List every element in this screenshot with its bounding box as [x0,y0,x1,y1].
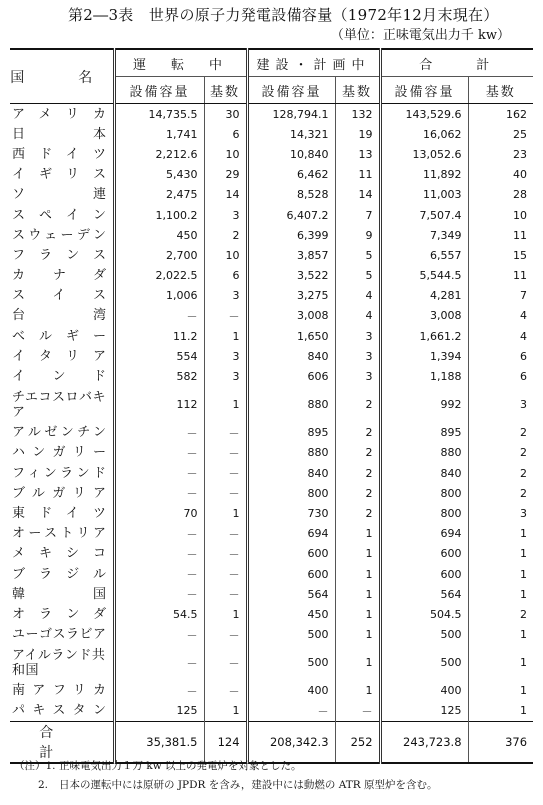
construction-capacity: 880 [247,443,335,463]
operating-count: － [204,443,247,463]
construction-capacity: 800 [247,483,335,503]
country-name: フィンランド [12,465,107,481]
construction-capacity: － [247,701,335,722]
table-row [10,306,533,326]
operating-count: － [204,584,247,604]
construction-count: 4 [335,286,380,306]
operating-count: － [204,463,247,483]
total-count: 4 [468,306,533,326]
construction-count: 1 [335,645,380,681]
table-row [10,604,533,624]
country-name: スイス [12,288,107,304]
note-2-label: 2. [38,779,49,791]
operating-capacity: － [114,463,204,483]
total-capacity: 694 [380,524,468,544]
total-count: 11 [468,225,533,245]
total-count: 1 [468,564,533,584]
total-count: 6 [468,366,533,386]
operating-count: 14 [204,185,247,205]
note-1 [14,757,438,776]
construction-count: 1 [335,625,380,645]
operating-capacity: 1,741 [114,124,204,144]
operating-capacity: － [114,564,204,584]
total-capacity: 880 [380,443,468,463]
total-capacity: 840 [380,463,468,483]
table-row [10,245,533,265]
country-name: スペイン [12,207,107,223]
construction-capacity: 6,399 [247,225,335,245]
operating-capacity: 2,700 [114,245,204,265]
country-name: フランス [12,247,107,263]
total-count: 1 [468,645,533,681]
operating-count: 1 [204,701,247,722]
country-name: 東ドイツ [12,505,107,521]
operating-count: － [204,564,247,584]
construction-count: 4 [335,306,380,326]
construction-capacity: 730 [247,503,335,523]
total-count: 2 [468,463,533,483]
total-capacity: 800 [380,503,468,523]
operating-count: － [204,681,247,701]
country-header: 国 名 [10,49,114,104]
operating-count: 1 [204,387,247,423]
operating-capacity: － [114,625,204,645]
total-capacity: 500 [380,645,468,681]
operating-capacity: － [114,524,204,544]
note-1-label: （注）1. [14,760,56,772]
construction-count: 9 [335,225,380,245]
total-count: 15 [468,245,533,265]
country-name: ハンガリー [12,445,107,461]
construction-capacity: 3,522 [247,266,335,286]
total-header: 合 計 [380,49,533,77]
country-name: スウェーデン [12,227,107,243]
total-count: 1 [468,701,533,722]
construction-capacity: 128,794.1 [247,104,335,125]
operating-capacity: 450 [114,225,204,245]
operating-capacity: － [114,483,204,503]
table-row [10,681,533,701]
operating-capacity: 2,212.6 [114,144,204,164]
country-name: オーストリア [12,526,107,542]
operating-capacity: － [114,645,204,681]
total-capacity: 3,008 [380,306,468,326]
operating-capacity: 554 [114,346,204,366]
total-count: 40 [468,165,533,185]
capacity-table [10,48,533,764]
construction-capacity: 500 [247,625,335,645]
construction-count: 1 [335,564,380,584]
construction-capacity: 895 [247,423,335,443]
country-name: アイルランド共和国 [12,647,106,678]
country-name: ソ連 [12,187,107,203]
operating-capacity-header: 設備容量 [114,77,204,104]
operating-count: 29 [204,165,247,185]
table-body [10,104,533,722]
table-row [10,144,533,164]
total-operating-capacity: 35,381.5 [114,722,204,764]
construction-capacity: 10,840 [247,144,335,164]
table-row [10,205,533,225]
total-count: 10 [468,205,533,225]
total-capacity: 992 [380,387,468,423]
operating-count: 2 [204,225,247,245]
operating-capacity: 5,430 [114,165,204,185]
operating-count: 10 [204,245,247,265]
construction-capacity: 500 [247,645,335,681]
table-row [10,124,533,144]
construction-count: 1 [335,604,380,624]
table-row [10,185,533,205]
operating-capacity: － [114,681,204,701]
total-capacity: 16,062 [380,124,468,144]
total-capacity: 6,557 [380,245,468,265]
construction-count: 1 [335,524,380,544]
construction-capacity: 600 [247,544,335,564]
operating-count: － [204,524,247,544]
construction-capacity: 600 [247,564,335,584]
table-row [10,443,533,463]
construction-count: 2 [335,443,380,463]
note-2-text: 日本の運転中には原研の JPDR を含み，建設中には動燃の ATR 原型炉を含む。 [59,779,438,791]
table-row [10,625,533,645]
construction-count: 1 [335,681,380,701]
country-name: ブルガリア [12,485,107,501]
construction-header: 建設・計画中 [247,49,380,77]
table-row [10,544,533,564]
country-name: オランダ [12,606,107,622]
operating-count-header: 基数 [204,77,247,104]
country-name: 台湾 [12,308,107,324]
total-count: 1 [468,625,533,645]
operating-capacity: 2,022.5 [114,266,204,286]
total-capacity: 400 [380,681,468,701]
construction-capacity: 840 [247,346,335,366]
table-row [10,366,533,386]
total-capacity: 143,529.6 [380,104,468,125]
construction-count: 2 [335,423,380,443]
total-count: 11 [468,266,533,286]
country-name: メキシコ [12,546,107,562]
total-capacity: 1,188 [380,366,468,386]
operating-count: 1 [204,503,247,523]
construction-capacity: 3,857 [247,245,335,265]
total-count: 28 [468,185,533,205]
operating-count: 3 [204,205,247,225]
country-name: ベルギー [12,328,107,344]
total-capacity: 500 [380,625,468,645]
operating-count: － [204,423,247,443]
table-row [10,483,533,503]
operating-header: 運 転 中 [114,49,247,77]
total-capacity: 1,661.2 [380,326,468,346]
construction-count: 2 [335,503,380,523]
country-name: 西ドイツ [12,146,107,162]
construction-count: 2 [335,483,380,503]
total-count: 23 [468,144,533,164]
construction-capacity: 3,008 [247,306,335,326]
total-capacity: 895 [380,423,468,443]
construction-capacity: 6,462 [247,165,335,185]
total-count: 2 [468,604,533,624]
total-capacity: 600 [380,544,468,564]
total-capacity: 5,544.5 [380,266,468,286]
construction-count: 3 [335,326,380,346]
total-construction-capacity: 208,342.3 [247,722,335,764]
table-row [10,503,533,523]
construction-count: 19 [335,124,380,144]
total-capacity: 1,394 [380,346,468,366]
total-capacity: 4,281 [380,286,468,306]
note-2 [14,776,438,795]
table-row [10,326,533,346]
total-capacity: 13,052.6 [380,144,468,164]
country-name: 韓国 [12,586,107,602]
operating-count: 1 [204,326,247,346]
footnotes [14,757,438,795]
total-capacity: 11,892 [380,165,468,185]
operating-capacity: 1,006 [114,286,204,306]
construction-count: 5 [335,245,380,265]
operating-capacity: 70 [114,503,204,523]
total-count: 1 [468,681,533,701]
country-name: イタリア [12,348,107,364]
table-title: 第2―3表 世界の原子力発電設備容量（1972年12月末現在） [68,6,499,24]
construction-capacity: 6,407.2 [247,205,335,225]
construction-count: 13 [335,144,380,164]
construction-count: 7 [335,205,380,225]
total-capacity: 11,003 [380,185,468,205]
table-row [10,701,533,722]
operating-count: 3 [204,346,247,366]
operating-count: － [204,625,247,645]
construction-capacity: 3,275 [247,286,335,306]
operating-count: 3 [204,366,247,386]
table-row [10,645,533,681]
construction-capacity: 450 [247,604,335,624]
total-total-capacity: 243,723.8 [380,722,468,764]
operating-count: 6 [204,124,247,144]
construction-count: 11 [335,165,380,185]
construction-capacity: 694 [247,524,335,544]
country-name: パキスタン [12,703,107,719]
total-count: 4 [468,326,533,346]
country-name: アメリカ [12,106,107,122]
country-name: カナダ [12,268,107,284]
table-row [10,463,533,483]
table-row [10,225,533,245]
table-row [10,387,533,423]
country-name: イギリス [12,167,107,183]
construction-capacity: 564 [247,584,335,604]
total-construction-count: 252 [335,722,380,764]
country-name: アルゼンチン [12,425,107,441]
operating-capacity: 54.5 [114,604,204,624]
operating-count: － [204,544,247,564]
construction-count-header: 基数 [335,77,380,104]
country-name: ユーゴスラビア [12,627,107,643]
construction-count: 3 [335,346,380,366]
total-label: 合 計 [10,722,114,764]
country-name: 南アフリカ [12,683,107,699]
table-row [10,524,533,544]
total-count: 1 [468,524,533,544]
country-name: 日本 [12,126,107,142]
operating-count: 10 [204,144,247,164]
total-count: 1 [468,584,533,604]
unit-label: （単位：正味電気出力千 kw） [330,28,510,43]
operating-count: － [204,645,247,681]
construction-capacity: 1,650 [247,326,335,346]
note-1-text: 正味電気出力１万 kw 以上の発電炉を対象とした。 [59,760,302,772]
operating-count: 3 [204,286,247,306]
operating-count: － [204,483,247,503]
operating-count: 1 [204,604,247,624]
total-count: 1 [468,544,533,564]
total-count: 3 [468,387,533,423]
country-name: ブラジル [12,566,107,582]
total-count: 6 [468,346,533,366]
operating-capacity: － [114,584,204,604]
total-count: 7 [468,286,533,306]
table-row [10,346,533,366]
country-name: チエコスロバキア [12,389,106,420]
total-count: 162 [468,104,533,125]
construction-capacity: 14,321 [247,124,335,144]
total-total-count: 376 [468,722,533,764]
operating-capacity: 2,475 [114,185,204,205]
construction-count: 1 [335,584,380,604]
table-row [10,423,533,443]
total-count: 2 [468,483,533,503]
country-name: インド [12,369,107,385]
operating-capacity: － [114,544,204,564]
construction-capacity: 840 [247,463,335,483]
total-capacity: 7,349 [380,225,468,245]
construction-count: － [335,701,380,722]
operating-count: 6 [204,266,247,286]
total-capacity: 564 [380,584,468,604]
construction-capacity: 880 [247,387,335,423]
operating-capacity: 14,735.5 [114,104,204,125]
construction-count: 3 [335,366,380,386]
table-row [10,104,533,125]
operating-capacity: 1,100.2 [114,205,204,225]
total-capacity: 504.5 [380,604,468,624]
total-capacity: 800 [380,483,468,503]
construction-capacity: 606 [247,366,335,386]
total-count: 25 [468,124,533,144]
construction-count: 132 [335,104,380,125]
operating-capacity: － [114,443,204,463]
table-row [10,165,533,185]
total-capacity-header: 設備容量 [380,77,468,104]
operating-capacity: 582 [114,366,204,386]
operating-capacity: － [114,423,204,443]
operating-capacity: － [114,306,204,326]
total-capacity: 7,507.4 [380,205,468,225]
construction-count: 5 [335,266,380,286]
construction-count: 1 [335,544,380,564]
total-count: 2 [468,443,533,463]
table-row [10,584,533,604]
table-row [10,266,533,286]
operating-capacity: 11.2 [114,326,204,346]
construction-count: 2 [335,387,380,423]
total-capacity: 125 [380,701,468,722]
table-row [10,286,533,306]
operating-count: － [204,306,247,326]
total-capacity: 600 [380,564,468,584]
total-operating-count: 124 [204,722,247,764]
operating-capacity: 112 [114,387,204,423]
total-count: 2 [468,423,533,443]
construction-count: 14 [335,185,380,205]
operating-capacity: 125 [114,701,204,722]
construction-capacity: 400 [247,681,335,701]
total-count-header: 基数 [468,77,533,104]
table-row [10,564,533,584]
construction-capacity: 8,528 [247,185,335,205]
operating-count: 30 [204,104,247,125]
total-count: 3 [468,503,533,523]
construction-count: 2 [335,463,380,483]
construction-capacity-header: 設備容量 [247,77,335,104]
